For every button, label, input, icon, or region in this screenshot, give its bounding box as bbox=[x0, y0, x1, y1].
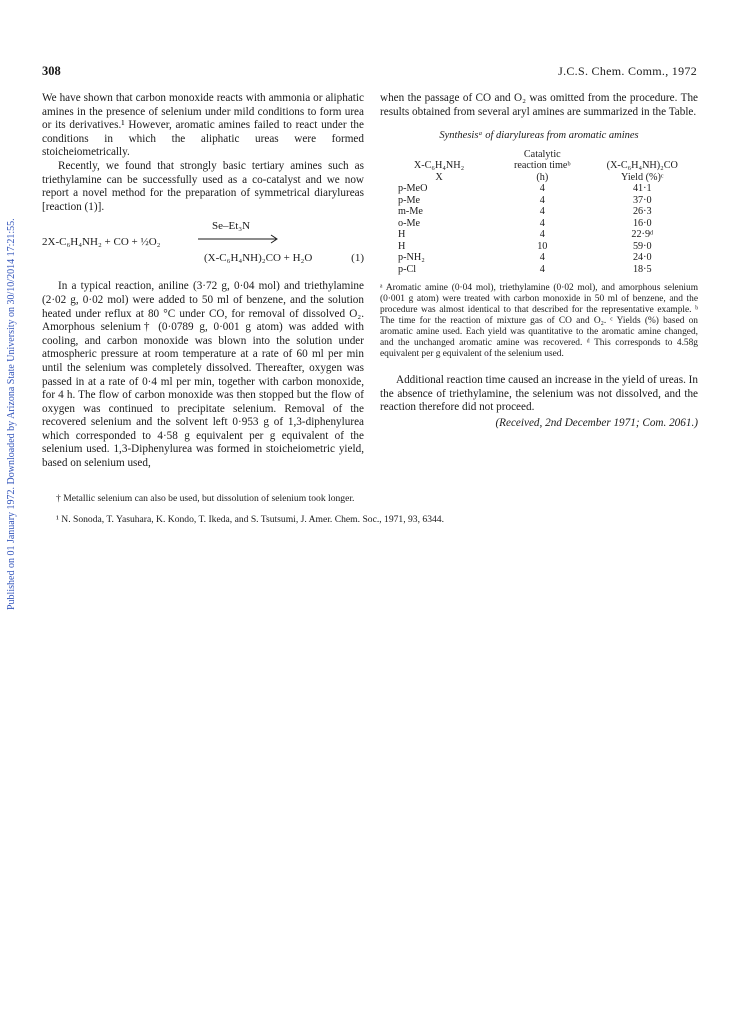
table-row: m-Me 4 26·3 bbox=[398, 206, 652, 218]
intro-paragraph: We have shown that carbon monoxide reacts with ammonia or aliphatic amines in the presence of selenium under mild conditions to form urea or its derivatives.¹ However, aromatic amines failed to react under the conditions in which the aliphatic ureas were formed stoicheiometrically. bbox=[42, 92, 364, 159]
table-title: Synthesisᵃ of diarylureas from aromatic amines bbox=[439, 130, 639, 142]
received-date: (Received, 2nd December 1971; Com. 2061.) bbox=[495, 417, 698, 430]
dagger-footnote: † Metallic selenium can also be used, but dissolution of selenium took longer. bbox=[56, 493, 355, 504]
page-footnotes bbox=[56, 492, 656, 534]
col3-header: (X-C₆H₄NH)₂CO Yield (%)ᶜ bbox=[606, 160, 678, 183]
journal-header: J.C.S. Chem. Comm., 1972 bbox=[558, 64, 697, 78]
table-row: p-Me 4 37·0 bbox=[398, 194, 652, 206]
reactants: 2X-C₆H₄NH₂ + CO + ½O₂ bbox=[42, 236, 161, 249]
products: (X-C₆H₄NH)₂CO + H₂O bbox=[204, 252, 313, 265]
col1-header: X-C₆H₄NH₂ X bbox=[413, 160, 465, 183]
results-table bbox=[380, 149, 698, 276]
reaction-arrow-icon bbox=[198, 234, 280, 244]
conclusion-paragraph: Additional reaction time caused an increase in the yield of ureas. In the absence of triethylamine, the selenium was not dissolved, and the reaction therefore did not proceed. bbox=[380, 374, 698, 414]
reference-footnote: ¹ N. Sonoda, T. Yasuhara, K. Kondo, T. Ikeda, and S. Tsutsumi, J. Amer. Chem. Soc., 1971, 93, 6344. bbox=[56, 514, 444, 525]
table-row: p-NH₂ 4 24·0 bbox=[398, 252, 652, 264]
table-row: H 4 22·9ᵈ bbox=[398, 229, 654, 241]
col2-header: Catalytic reaction timeᵇ (h) bbox=[513, 148, 571, 183]
table-row: H 10 59·0 bbox=[398, 240, 652, 252]
reaction-number: (1) bbox=[351, 252, 364, 265]
table-footnotes: ᵃ Aromatic amine (0·04 mol), triethylamine (0·02 mol), and amorphous selenium (0·001 g atom) were treated with carbon monoxide in 50 ml of benzene, and the procedure was almost identical to that described for the representative example. ᵇ The time for the reaction of mixture gas of CO and O₂. ᶜ Yields (%) based on aromatic amine used. Each yield was quantitative to the aromatic amine changed, and the unchanged aromatic amine was recovered. ᵈ This corresponds to 4.58g equivalent per g equivalent of the selenium used. bbox=[380, 283, 698, 360]
table-row: p-Cl 4 18·5 bbox=[398, 263, 652, 275]
continuation-paragraph: when the passage of CO and O₂ was omitted from the procedure. The results obtained from several aryl amines are summarized in the Table. bbox=[380, 92, 698, 118]
right-column bbox=[380, 92, 698, 431]
left-column bbox=[42, 92, 364, 471]
table-row: o-Me 4 16·0 bbox=[398, 217, 652, 229]
table-row: p-MeO 4 41·1 bbox=[398, 183, 652, 195]
second-paragraph: Recently, we found that strongly basic tertiary amines such as triethylamine can be successfully used as a co-catalyst and we now report a novel method for the preparation of symmetrical diarylureas [reaction (1)]. bbox=[42, 159, 364, 213]
experimental-paragraph: In a typical reaction, aniline (3·72 g, 0·04 mol) and triethylamine (2·02 g, 0·02 mol) were added to 50 ml of benzene, and the solution heated under reflux at 80 °C under CO, for removal of dissolved O₂. Amorphous selenium† (0·0789 g, 0·001 g atom) was added with cooling, and carbon monoxide was blown into the solution under atmospheric pressure at room temperature at a rate of 60 ml per min until the selenium was completely dissolved. Thereafter, oxygen was passed in at a rate of 0·4 ml per min, together with carbon monoxide, for 4 h. The flow of carbon monoxide was then stopped but the flow of oxygen was continued to precipitate selenium. Removal of the recovered selenium and the solvent left 0·953 g of 1,3-diphenylurea which corresponded to 4·58 g equivalent per g equivalent of the selenium used. 1,3-Diphenylurea was formed in stoicheiometric yield, based on selenium used, bbox=[42, 280, 364, 470]
reaction-equation bbox=[42, 218, 364, 272]
publication-sidebar[interactable]: Published on 01 January 1972. Downloaded by Arizona State University on 30/10/2014 17:21:55. bbox=[6, 218, 17, 610]
catalyst-label: Se–Et₃N bbox=[212, 220, 251, 233]
page-number: 308 bbox=[42, 64, 61, 78]
